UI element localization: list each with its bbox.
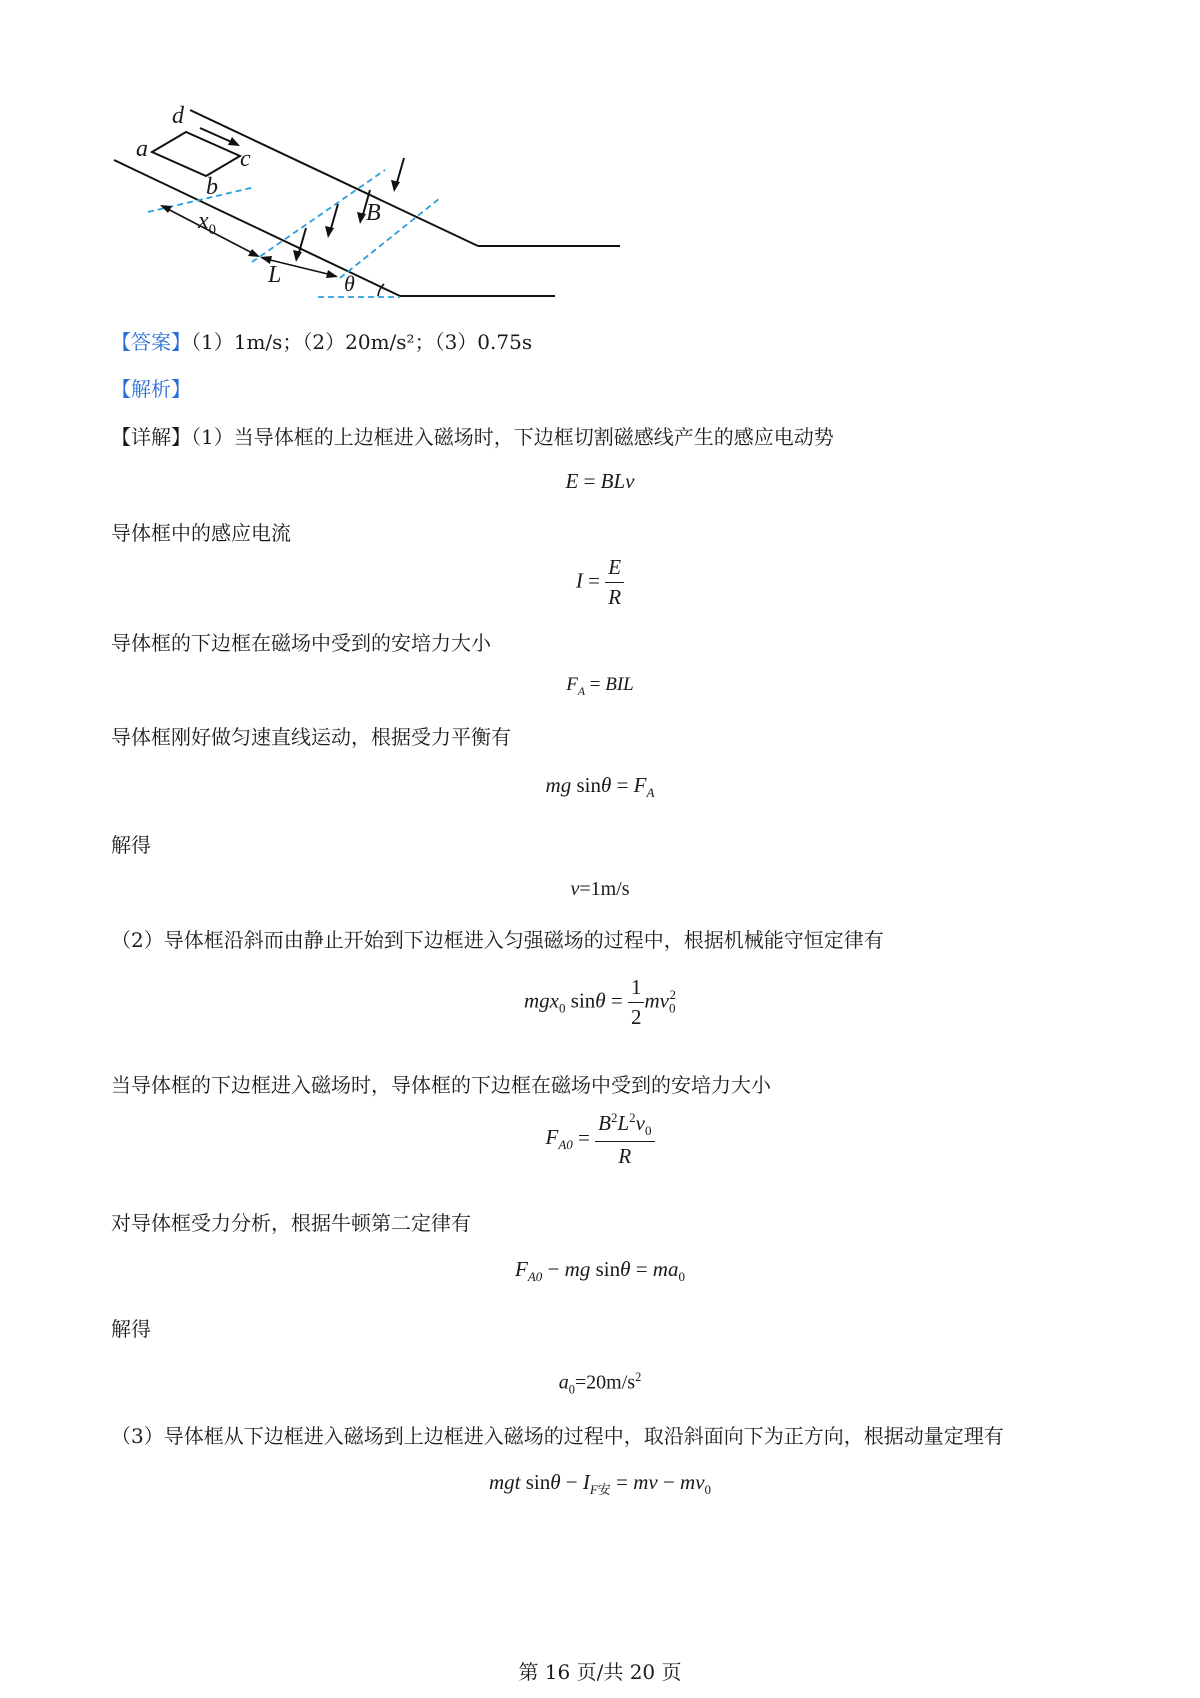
detail-tag: 【详解】 [111, 425, 191, 449]
detail-p8: 对导体框受力分析，根据牛顿第二定律有 [111, 1211, 471, 1235]
equation-10: mgt $\sin\theta - I_{F安}$ = mv − $mv_0$ [488, 1470, 712, 1498]
label-d: d [172, 103, 184, 129]
equation-6: mgx$_0$ sinθ = $\frac{1}{2}$ $mv_0^2$ [524, 975, 676, 1029]
equation-9: $a_0=20m/s^2$ [558, 1370, 642, 1397]
label-L: L [268, 262, 282, 288]
equation-8: $F_{A0}$ − mg $\sin\theta = ma_0$ [515, 1257, 685, 1285]
label-a: a [136, 136, 148, 162]
label-c: c [240, 146, 251, 172]
equation-7: $F_{A0}$ = $\frac{B^2L^2v_0}{R}$ [0, 1110, 1200, 1169]
detail-p6: （2）导体框沿斜而由静止开始到下边框进入匀强磁场的过程中，根据机械能守恒定律有 [111, 928, 884, 952]
detail-p4: 导体框刚好做匀速直线运动，根据受力平衡有 [111, 725, 511, 749]
answer-text: （1）1m/s；（2）20m/s²；（3）0.75s [191, 330, 533, 354]
label-b: b [206, 174, 218, 200]
detail-line-1 [111, 421, 834, 450]
equation-5: v=1m/s [570, 878, 630, 900]
detail-p5: 解得 [111, 833, 151, 857]
detail-p2: 导体框中的感应电流 [111, 521, 291, 545]
equation-4: mg $\sin\theta = F_A$ [545, 773, 655, 801]
detail-p10: （3）导体框从下边框进入磁场到上边框进入磁场的过程中，取沿斜面向下为正方向，根据动量定理有 [111, 1424, 1004, 1448]
label-x0: $x_0$ [198, 208, 217, 238]
equation-1: E = BLv [565, 469, 635, 493]
detail-p9: 解得 [111, 1317, 151, 1341]
analysis-tag: 【解析】 [111, 377, 191, 401]
equation-2: I = $\frac{E}{R}$ [0, 555, 1200, 610]
label-B: B [366, 200, 381, 226]
label-theta: θ [344, 271, 355, 296]
equation-3: $F_A$ = BIL [566, 674, 634, 698]
answer-tag: 【答案】 [111, 330, 191, 354]
answer-line [111, 326, 532, 355]
detail-p1: （1）当导体框的上边框进入磁场时，下边框切割磁感线产生的感应电动势 [191, 425, 834, 449]
detail-p7: 当导体框的下边框进入磁场时，导体框的下边框在磁场中受到的安培力大小 [111, 1073, 771, 1097]
page-footer: 第 16 页/共 20 页 [518, 1660, 682, 1684]
detail-p3: 导体框的下边框在磁场中受到的安培力大小 [111, 631, 491, 655]
